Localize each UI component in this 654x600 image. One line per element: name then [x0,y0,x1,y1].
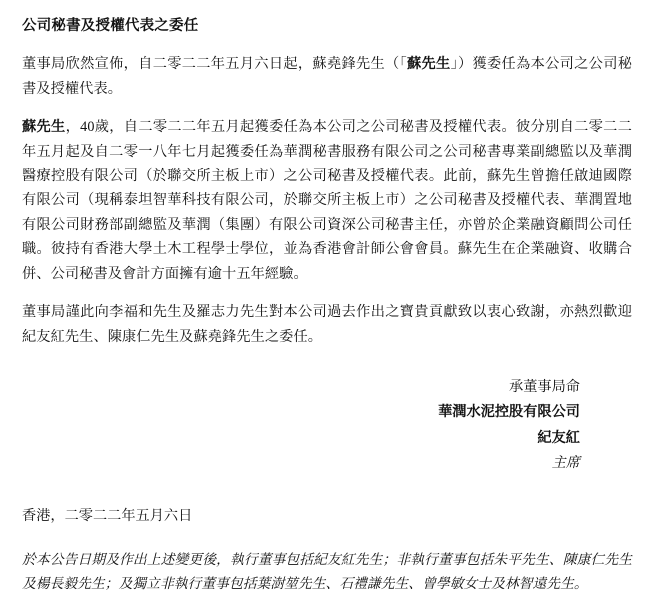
text-run: 董事局欣然宣佈，自二零二二年五月六日起，蘇堯鋒先生（「 [22,56,407,73]
paragraph-thanks [22,300,632,349]
signature-company: 華潤水泥控股有限公司 [438,404,580,421]
text-run-bold: 蘇先生 [22,119,66,136]
paragraph-biography [22,115,632,286]
text-run: 董事局謹此向李福和先生及羅志力先生對本公司過去作出之寶貴貢獻致以衷心致謝，亦熱烈歡迎紀友紅先生、陳康仁先生及蘇堯鋒先生之委任。 [22,304,632,345]
paragraph-announcement [22,52,632,101]
date-line: 香港，二零二二年五月六日 [22,508,193,525]
signature-by-order: 承董事局命 [509,378,580,395]
signature-block [22,375,632,476]
page-title: 公司秘書及授權代表之委任 [22,18,199,34]
signature-role: 主席 [551,454,580,471]
text-run: ，40歲，自二零二二年五月起獲委任為本公司之公司秘書及授權代表。彼分別自二零二二年五月起及自二零一八年七月起獲委任為華潤秘書服務有限公司之公司秘書專業副總監以及華潤醫療控股有限公司（於聯交所主板上市）之公司秘書及授權代表。此前，蘇先生曾擔任啟迪國際有限公司（現稱泰坦智華科技有限公司，於聯交所主板上市）之公司秘書及授權代表、華潤置地有限公司財務部副總監及華潤（集團）有限公司資深公司秘書主任，亦曾於企業融資顧問公司任職。彼持有香港大學土木工程學士學位，並為香港會計師公會會員。蘇先生在企業融資、收購合併、公司秘書及會計方面擁有逾十五年經驗。 [22,119,632,282]
text-run: 」）獲委任為本公司之公司秘書及授權代表。 [22,56,633,97]
signature-name: 紀友紅 [537,429,580,446]
text-run-bold: 蘇先生 [406,56,451,73]
footnote-directors: 於本公告日期及作出上述變更後，執行董事包括紀友紅先生；非執行董事包括朱平先生、陳康仁先生及楊長毅先生；及獨立非執行董事包括葉澍堃先生、石禮謙先生、曾學敏女士及林智遠先生。 [22,552,632,591]
